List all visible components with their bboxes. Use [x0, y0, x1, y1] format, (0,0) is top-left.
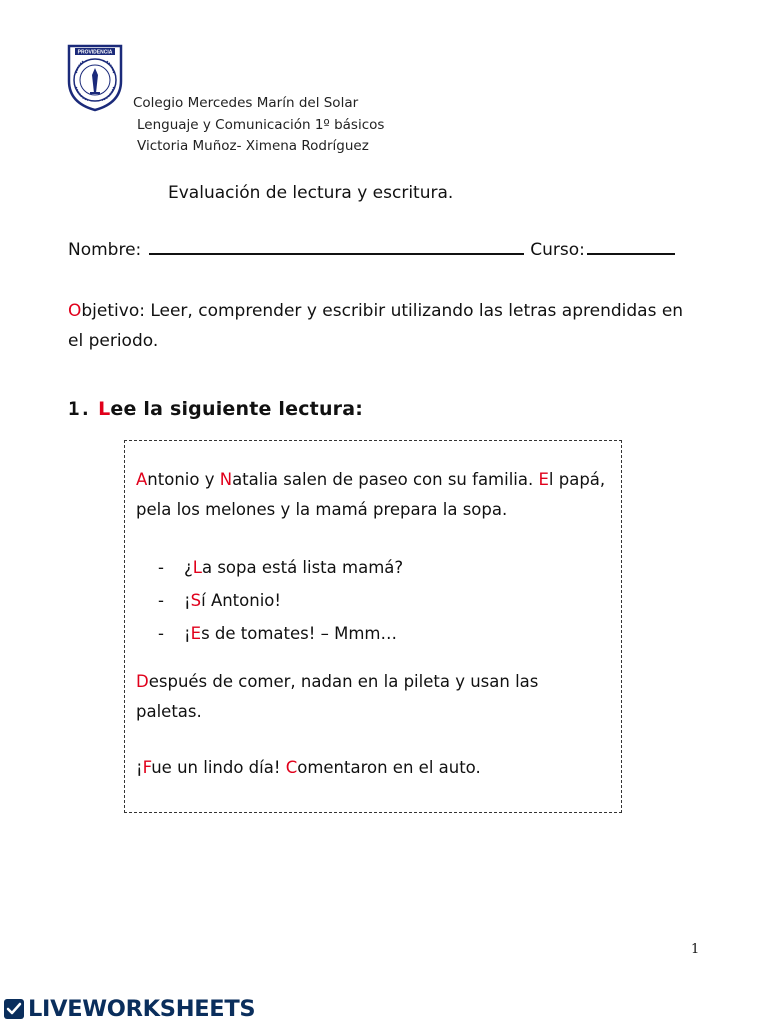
text-run: omentaron en el auto.: [297, 758, 481, 777]
text-run: ¡: [184, 624, 191, 643]
teacher-names: Victoria Muñoz- Ximena Rodríguez: [137, 138, 369, 154]
text-run: a sopa está lista mamá?: [201, 558, 404, 577]
text-run: s de tomates! – Mmm…: [201, 624, 397, 643]
dialog-dash: -: [158, 591, 164, 610]
dialog-text: [184, 584, 281, 617]
highlighted-initial: D: [136, 672, 149, 691]
school-logo: [66, 43, 124, 113]
highlighted-initial: L: [192, 558, 202, 577]
highlighted-initial: A: [136, 470, 148, 489]
liveworksheets-watermark[interactable]: [3, 994, 255, 1024]
highlighted-initial: N: [219, 470, 233, 489]
text-run: í Antonio!: [201, 591, 281, 610]
header-block: [133, 93, 384, 158]
reading-paragraph-1: [136, 465, 609, 525]
dialog-list: [158, 551, 609, 650]
school-name: Colegio Mercedes Marín del Solar: [133, 95, 359, 111]
highlighted-initial: E: [538, 470, 549, 489]
dialog-line: [158, 617, 609, 650]
course-label: Curso:: [530, 240, 585, 260]
student-info-line: [68, 240, 688, 260]
logo-banner-text: PROVIDENCIA: [77, 49, 113, 56]
dialog-dash: -: [158, 558, 164, 577]
highlighted-initial: C: [285, 758, 298, 777]
page-number: 1: [691, 942, 700, 957]
reading-paragraph-2: [136, 667, 609, 727]
text-run: ¡: [136, 758, 143, 777]
objective-initial: O: [68, 301, 82, 321]
text-run: l papá, pela los melones y la mamá prepara la sopa.: [136, 470, 606, 519]
course-name: Lenguaje y Comunicación 1º básicos: [137, 116, 385, 133]
school-crest-icon: [66, 43, 124, 113]
highlighted-initial: E: [190, 624, 202, 643]
liveworksheets-logo-icon: [3, 998, 25, 1020]
objective-body: bjetivo: Leer, comprender y escribir utilizando las letras aprendidas en el periodo.: [68, 301, 684, 351]
section-1-heading: [68, 398, 363, 420]
text-run: espués de comer, nadan en la pileta y usan las paletas.: [136, 672, 539, 721]
name-label: Nombre:: [68, 240, 142, 260]
objective-text: [68, 296, 688, 356]
section-initial: L: [98, 398, 111, 420]
text-run: ¡: [184, 591, 191, 610]
dialog-dash: -: [158, 624, 164, 643]
reading-paragraph-3: [136, 753, 609, 783]
watermark-text: LIVEWORKSHEETS: [28, 996, 256, 1022]
course-blank-field[interactable]: [587, 240, 675, 255]
section-number: 1.: [68, 398, 92, 420]
dialog-text: [184, 551, 403, 584]
section-heading-text: ee la siguiente lectura:: [110, 398, 364, 420]
reading-passage-box: [124, 440, 622, 813]
dialog-line: [158, 584, 609, 617]
text-run: ¿: [184, 558, 193, 577]
dialog-text: [184, 617, 397, 650]
text-run: ntonio y: [147, 470, 220, 489]
highlighted-initial: F: [142, 758, 152, 777]
highlighted-initial: S: [190, 591, 202, 610]
name-blank-field[interactable]: [149, 240, 524, 255]
dialog-line: [158, 551, 609, 584]
text-run: atalia salen de paseo con su familia.: [232, 470, 539, 489]
text-run: ue un lindo día!: [151, 758, 286, 777]
page-title: Evaluación de lectura y escritura.: [168, 183, 454, 203]
